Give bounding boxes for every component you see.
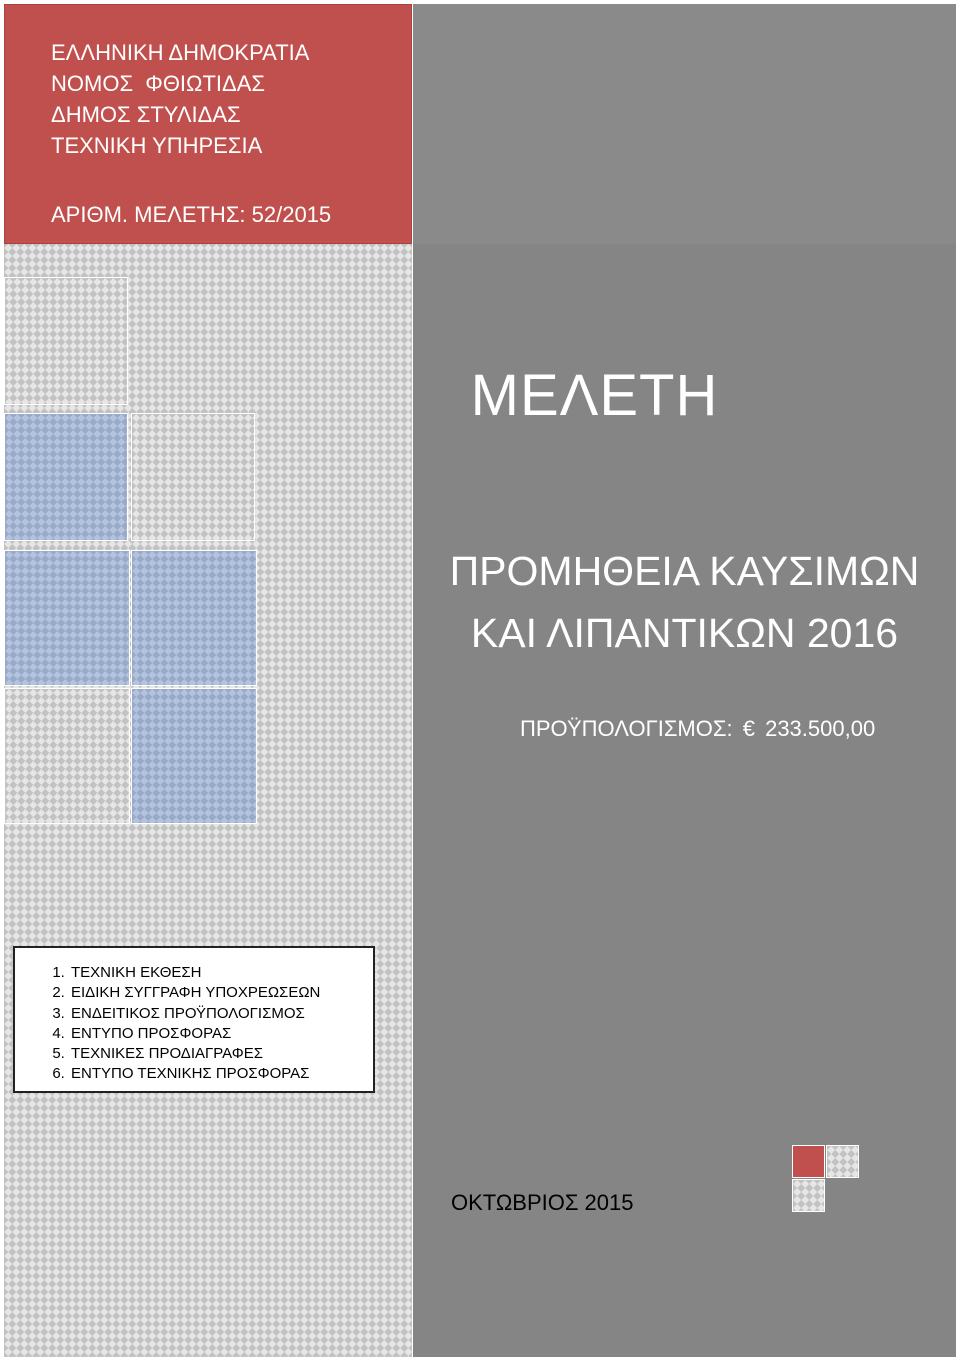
budget-label: ΠΡΟΫΠΟΛΟΓΙΣΜΟΣ:	[520, 716, 733, 741]
contents-item: 3. ΕΝΔΕΙΤΙΚΟΣ ΠΡΟΫΠΟΛΟΓΙΣΜΟΣ	[69, 1004, 373, 1024]
contents-box	[13, 946, 375, 1093]
deco-tile-blue	[4, 413, 128, 541]
header-line-prefecture: ΝΟΜΟΣ ΦΘΙΩΤΙΔΑΣ	[51, 71, 266, 96]
date-label: ΟΚΤΩΒΡΙΟΣ 2015	[451, 1190, 634, 1215]
document-title: ΜΕΛΕΤΗ	[470, 363, 719, 428]
contents-item: 6. ΕΝΤΥΠΟ ΤΕΧΝΙΚΗΣ ΠΡΟΣΦΟΡΑΣ	[69, 1064, 373, 1084]
document-subtitle	[413, 540, 956, 664]
deco-square-gray	[792, 1179, 825, 1212]
deco-tile	[131, 413, 255, 541]
header-line-municipality: ΔΗΜΟΣ ΣΤΥΛΙΔΑΣ	[51, 102, 241, 127]
header-line-department: ΤΕΧΝΙΚΗ ΥΠΗΡΕΣΙΑ	[51, 133, 263, 158]
contents-list	[39, 963, 373, 1085]
contents-item: 1. ΤΕΧΝΙΚΗ ΕΚΘΕΣΗ	[69, 963, 373, 983]
header-box	[4, 4, 412, 244]
deco-tile-blue	[131, 688, 257, 824]
euro-icon: €	[742, 716, 755, 741]
contents-item: 4. ΕΝΤΥΠΟ ΠΡΟΣΦΟΡΑΣ	[69, 1024, 373, 1044]
header-lines	[51, 37, 309, 161]
deco-square-red	[792, 1145, 825, 1178]
subtitle-line-1: ΠΡΟΜΗΘΕΙΑ ΚΑΥΣΙΜΩΝ	[449, 548, 920, 594]
contents-item: 2. ΕΙΔΙΚΗ ΣΥΓΓΡΑΦΗ ΥΠΟΧΡΕΩΣΕΩΝ	[69, 983, 373, 1003]
deco-tile	[4, 277, 128, 405]
header-line-country: ΕΛΛΗΝΙΚΗ ΔΗΜΟΚΡΑΤΙΑ	[51, 40, 310, 65]
budget-amount: 233.500,00	[765, 716, 876, 741]
study-number: ΑΡΙΘΜ. ΜΕΛΕΤΗΣ: 52/2015	[51, 202, 332, 227]
subtitle-line-2: ΚΑΙ ΛΙΠΑΝΤΙΚΩΝ 2016	[470, 610, 899, 656]
deco-tile-blue	[4, 550, 130, 686]
deco-tile-blue	[131, 550, 257, 686]
budget-line	[520, 716, 875, 742]
deco-square-gray	[826, 1145, 859, 1178]
contents-item: 5. ΤΕΧΝΙΚΕΣ ΠΡΟΔΙΑΓΡΑΦΕΣ	[69, 1044, 373, 1064]
deco-tile	[4, 688, 130, 824]
